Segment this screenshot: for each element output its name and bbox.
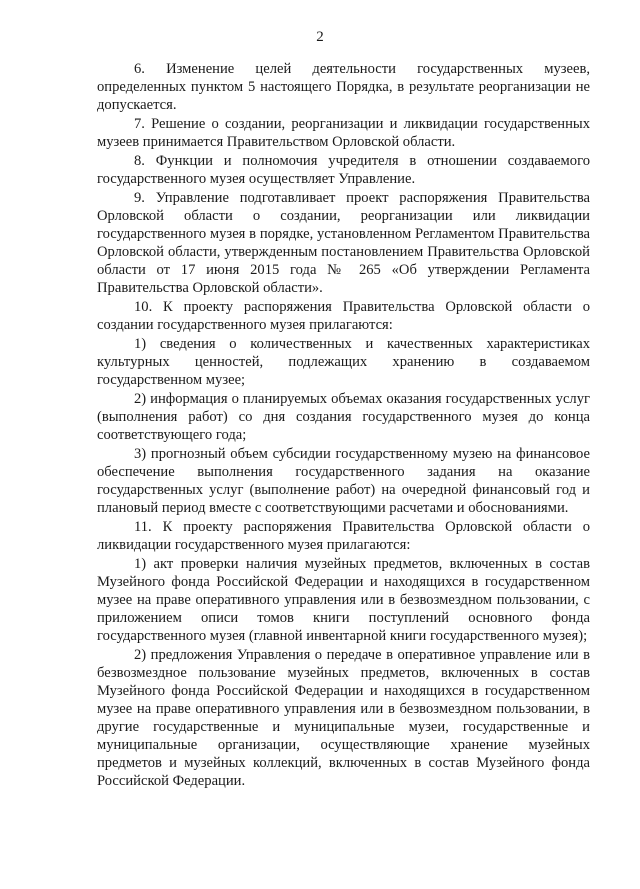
paragraph-6: 6. Изменение целей деятельности государственных музеев, определенных пунктом 5 настоящего Порядка, в результате реорганизации не допускается. xyxy=(97,61,590,113)
paragraph-11-item-2: 2) предложения Управления о передаче в оперативное управление или в безвозмездное пользование музейных предметов, включенных в состав Музейного фонда Российской Федерации и находящихся в государственном музее на праве оперативного управления или в безвозмездном пользовании, в другие государственные и муниципальные музеи, государственные и муниципальные организации, осуществляющие хранение музейных предметов и музейных коллекций, включенных в состав Музейного фонда Российской Федерации. xyxy=(97,647,590,789)
paragraph-10-item-2: 2) информация о планируемых объемах оказания государственных услуг (выполнения работ) со дня создания государственного музея до конца соответствующего года; xyxy=(97,391,590,443)
paragraph-11-item-1: 1) акт проверки наличия музейных предметов, включенных в состав Музейного фонда Российской Федерации и находящихся в государственном музее на праве оперативного управления или в безвозмездном пользовании, с приложением описи томов книги поступлений основного фонда государственного музея (главной инвентарной книги государственного музея); xyxy=(97,556,590,644)
paragraph-7: 7. Решение о создании, реорганизации и ликвидации государственных музеев принимается Правительством Орловской области. xyxy=(97,116,590,150)
paragraph-10: 10. К проекту распоряжения Правительства Орловской области о создании государственного музея прилагаются: xyxy=(97,299,590,333)
paragraph-9: 9. Управление подготавливает проект распоряжения Правительства Орловской области о создании, реорганизации или ликвидации государственного музея в порядке, установленном Регламентом Правительства Орловской области, утвержденным постановлением Правительства Орловской области от 17 июня 2015 года № 265 «Об утверждении Регламента Правительства Орловской области». xyxy=(97,190,590,296)
paragraph-10-item-3: 3) прогнозный объем субсидии государственному музею на финансовое обеспечение выполнения государственного задания на оказание государственных услуг (выполнение работ) на очередной финансовый год и плановый период вместе с соответствующими расчетами и обоснованиями. xyxy=(97,446,590,516)
page-number: 2 xyxy=(316,29,324,45)
paragraph-8: 8. Функции и полномочия учредителя в отношении создаваемого государственного музея осуществляет Управление. xyxy=(97,153,590,187)
paragraph-11: 11. К проекту распоряжения Правительства Орловской области о ликвидации государственного музея прилагаются: xyxy=(97,519,590,553)
document-body xyxy=(97,60,590,790)
paragraph-10-item-1: 1) сведения о количественных и качественных характеристиках культурных ценностей, подлежащих хранению в создаваемом государственном музее; xyxy=(97,336,590,388)
